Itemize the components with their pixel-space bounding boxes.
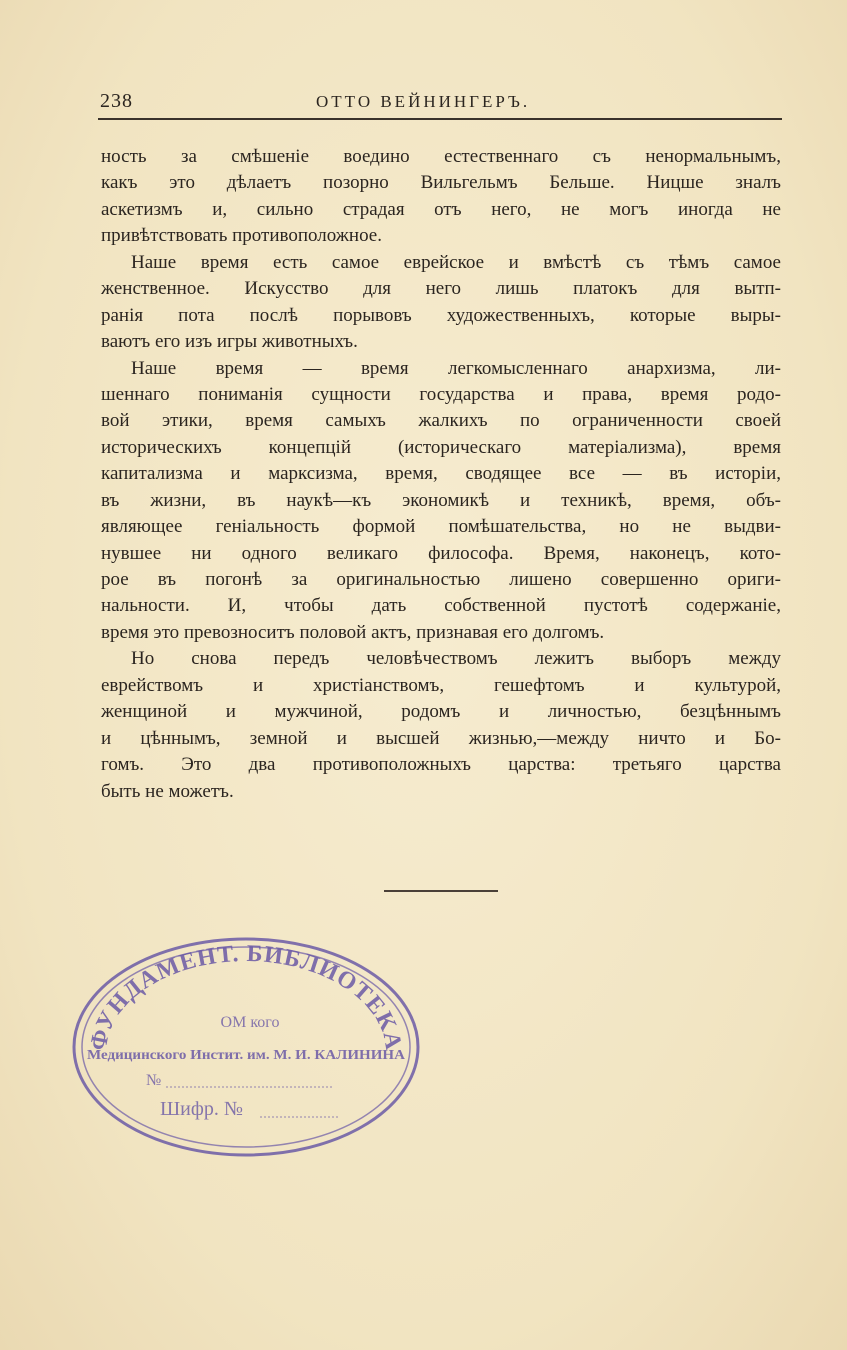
text-line: аскетизмъ и, сильно страдая отъ него, не могъ иногда не bbox=[101, 198, 781, 220]
text-line: время это превозноситъ половой актъ, признавая его долгомъ. bbox=[101, 621, 605, 643]
text-line: нувшее ни одного великаго философа. Время, наконецъ, кото- bbox=[101, 542, 781, 564]
text-line: шеннаго пониманія сущности государства и права, время родо- bbox=[101, 383, 781, 405]
text-line: историческихъ концепцій (историческаго матеріализма), время bbox=[101, 436, 781, 458]
text-line: гомъ. Это два противоположныхъ царства: третьяго царства bbox=[101, 754, 781, 776]
text-line: женщиной и мужчиной, родомъ и личностью, безцѣннымъ bbox=[101, 701, 781, 723]
text-line: еврействомъ и христіанствомъ, гешефтомъ и культурой, bbox=[101, 674, 781, 696]
stamp-line-3: № bbox=[146, 1072, 162, 1089]
text-line: рое въ погонѣ за оригинальностью лишено совершенно ориги- bbox=[101, 569, 781, 590]
text-line: какъ это дѣлаетъ позорно Вильгельмъ Бельше. Ницше зналъ bbox=[101, 172, 781, 194]
stamp-line-1: ОМ кого bbox=[220, 1014, 280, 1031]
text-line: являющее геніальность формой помѣшательства, но не выдви- bbox=[101, 516, 781, 538]
text-line: ность за смѣшеніе воедино естественнаго съ ненормальнымъ, bbox=[101, 146, 781, 167]
svg-text:ФУНДАМЕНТ. БИБЛИОТЕКА bbox=[86, 941, 407, 1053]
stamp-line-4: Шифр. № bbox=[160, 1098, 243, 1120]
text-line: ваютъ его изъ игры животныхъ. bbox=[101, 331, 358, 353]
page-number: 238 bbox=[100, 90, 133, 112]
text-line: Наше время есть самое еврейское и вмѣстѣ съ тѣмъ самое bbox=[131, 251, 781, 273]
running-title: ОТТО ВЕЙНИНГЕРЪ. bbox=[316, 92, 531, 111]
library-stamp bbox=[70, 935, 422, 1160]
text-line: нальности. И, чтобы дать собственной пустотѣ содержаніе, bbox=[101, 595, 781, 617]
stamp-arc-text: ФУНДАМЕНТ. БИБЛИОТЕКА bbox=[85, 940, 407, 1053]
text-line: привѣтствовать противоположное. bbox=[101, 225, 382, 247]
running-head bbox=[98, 88, 782, 118]
text-line: Наше время — время легкомысленнаго анархизма, ли- bbox=[131, 357, 781, 379]
header-rule bbox=[98, 118, 782, 120]
body-text bbox=[101, 144, 781, 805]
library-stamp-graphic bbox=[70, 935, 422, 1160]
text-line: женственное. Искусство для него лишь платокъ для вытп- bbox=[101, 278, 781, 300]
text-line: ранія пота послѣ порывовъ художественныхъ, которые выры- bbox=[101, 304, 781, 326]
text-line: капитализма и марксизма, время, сводящее все — въ исторіи, bbox=[101, 463, 781, 485]
text-line: и цѣннымъ, земной и высшей жизнью,—между ничто и Бо- bbox=[101, 727, 781, 749]
stamp-line-2: Медицинского Инстит. им. М. И. КАЛИНИНА bbox=[87, 1048, 406, 1063]
text-line: вой этики, время самыхъ жалкихъ по ограниченности своей bbox=[101, 410, 781, 432]
text-line: быть не можетъ. bbox=[101, 780, 234, 802]
text-line: Но снова передъ человѣчествомъ лежитъ выборъ между bbox=[131, 648, 781, 670]
text-line: въ жизни, въ наукѣ—къ экономикѣ и техникѣ, время, объ- bbox=[101, 489, 781, 511]
end-rule bbox=[384, 890, 498, 892]
